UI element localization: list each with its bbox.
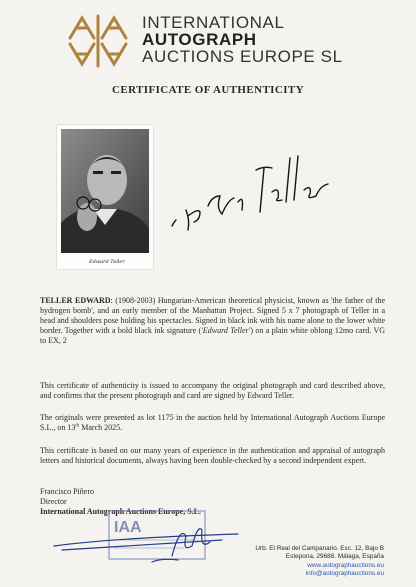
contact-address: Urb. El Real del Campanario. Esc. 12, Bajo B xyxy=(255,545,384,552)
lot-name: TELLER EDWARD xyxy=(40,296,111,305)
provenance-text-end: March 2025. xyxy=(79,423,123,432)
lot-description-text-end: ) on a plain white oblong 12mo card. VG to EX, 2 xyxy=(40,326,385,345)
provenance-paragraph xyxy=(40,413,385,433)
provenance-text: The originals were presented as lot 1175 in the auction held by International Autograph Auctions Europe S.L., on 13 xyxy=(40,413,385,432)
card-signature-image xyxy=(168,150,338,240)
brand-line-3: AUCTIONS EUROPE SL xyxy=(142,47,343,66)
email-link[interactable]: info@autographauctions.eu xyxy=(305,569,384,577)
stamp-initials: IAA xyxy=(114,519,142,536)
portrait-image xyxy=(57,125,153,269)
signatory-role: Director xyxy=(40,497,67,506)
signatory-company: International Autograph Auctions Europe, S.L. xyxy=(40,507,201,516)
website-link[interactable]: www.autographauctions.eu xyxy=(307,561,384,569)
authenticity-paragraph: This certificate of authenticity is issued to accompany the original photograph and card described above, and confirms that the present photograph and card are signed by Edward Teller. xyxy=(40,381,385,400)
director-signature-image xyxy=(52,516,242,576)
brand-line-2: AUTOGRAPH xyxy=(142,30,257,49)
contact-city: Estepona, 29688. Málaga, España xyxy=(285,553,384,561)
contact-block xyxy=(255,545,384,578)
brand-name xyxy=(142,14,343,65)
signed-photograph xyxy=(57,125,153,269)
experience-paragraph: This certificate is based on our many years of experience in the authentication and appraisal of autograph letters and historical documents, always having been double-checked by a second independent expert. xyxy=(40,446,385,465)
brand-line-1: INTERNATIONAL xyxy=(142,13,285,32)
signature-quote: 'Edward Teller' xyxy=(201,326,251,335)
lot-description xyxy=(40,296,385,346)
provenance-superscript: th xyxy=(75,423,80,429)
iaa-logo-icon xyxy=(66,12,130,70)
signatory-name: Francisco Piñero xyxy=(40,487,94,496)
certificate-title: CERTIFICATE OF AUTHENTICITY xyxy=(112,84,304,96)
lot-description-text: : (1908-2003) Hungarian-American theoretical physicist, known as 'the father of the hydrogen bomb', and an early member of the Manhattan Project. Signed 5 x 7 photograph of Teller in a head and shoulders pose holding his spectacles. Signed in black ink with his name alone to the lower white border. Together with a bold black ink signature ( xyxy=(40,296,385,335)
photo-border-signature: Edward Teller xyxy=(89,259,125,265)
